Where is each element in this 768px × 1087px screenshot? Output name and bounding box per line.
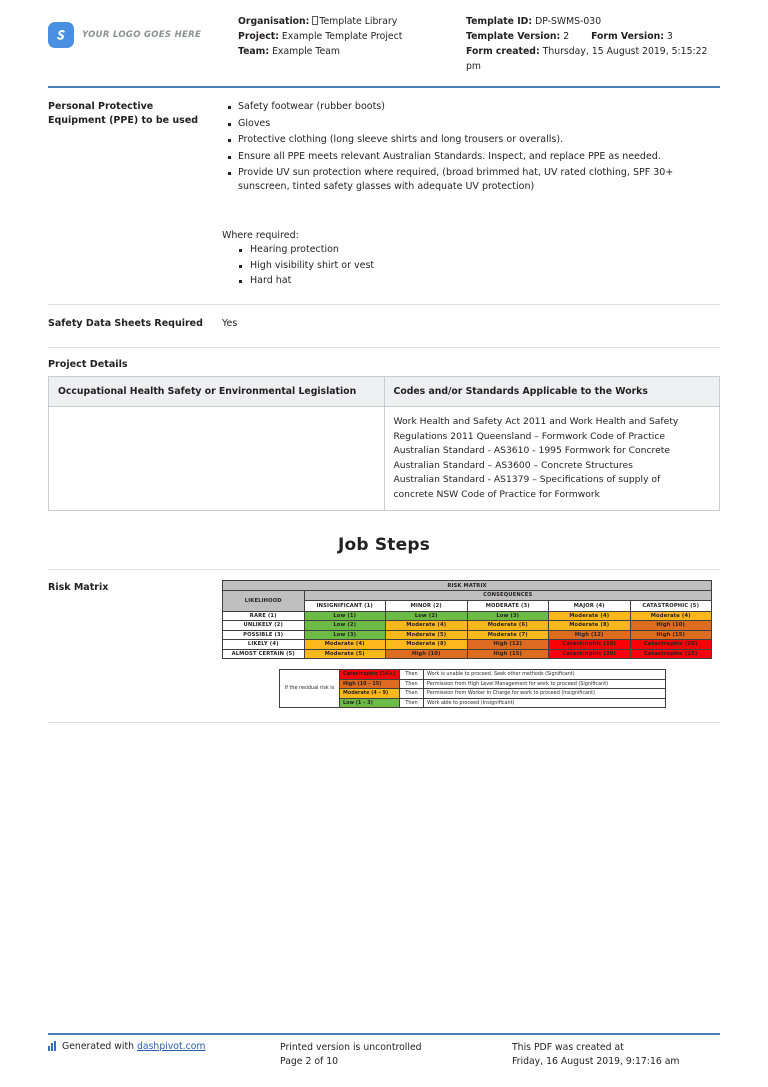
ppe-label: Personal Protective Equipment (PPE) to be used	[48, 101, 199, 127]
list-item: Hard hat	[250, 274, 720, 288]
likelihood-likely: LIKELY (4)	[223, 640, 305, 650]
risk-matrix-table	[222, 580, 712, 659]
table-header-row	[49, 377, 720, 407]
code-line: Australian Standard – AS3600 – Concrete Structures	[393, 459, 633, 471]
matrix-cell: High (10)	[630, 621, 712, 631]
footer-generated	[48, 1041, 280, 1069]
ppe-value	[222, 100, 720, 289]
team-value: Example Team	[272, 46, 340, 58]
cell-codes	[384, 407, 720, 511]
s-logo-icon	[48, 22, 74, 48]
team-line	[238, 44, 466, 59]
document-header	[0, 0, 768, 74]
list-item: Hearing protection	[250, 243, 720, 257]
legend-band: High (10 – 15)	[340, 679, 400, 688]
list-item: Gloves	[238, 117, 720, 131]
matrix-row	[223, 640, 712, 650]
missing-glyph-icon	[312, 16, 318, 25]
column-header-legislation: Occupational Health Safety or Environmental Legislation	[49, 377, 385, 407]
matrix-cell: Moderate (7)	[467, 630, 549, 640]
list-item: Safety footwear (rubber boots)	[238, 100, 720, 114]
project-details-table-wrap	[0, 376, 768, 511]
logo-block	[48, 14, 238, 48]
code-line: Australian Standard - AS1379 – Specifications of supply of	[393, 474, 661, 486]
risk-matrix-label: Risk Matrix	[48, 582, 109, 594]
legend-action: Work able to proceed (Insignificant)	[424, 698, 666, 707]
matrix-title-row	[223, 581, 712, 591]
legend-band: Moderate (4 – 9)	[340, 689, 400, 698]
where-required-label: Where required:	[222, 229, 299, 241]
legend-then: Then	[400, 698, 424, 707]
table-row	[49, 407, 720, 511]
residual-legend-wrap	[222, 659, 720, 708]
created-label: This PDF was created at	[512, 1042, 624, 1054]
matrix-cell: Catastrophic (20)	[630, 640, 712, 650]
form-version-label: Form Version:	[591, 31, 664, 43]
likelihood-possible: POSSIBLE (3)	[223, 630, 305, 640]
matrix-row	[223, 611, 712, 621]
matrix-cell: High (12)	[467, 640, 549, 650]
template-version-value: 2	[563, 31, 570, 43]
document-footer	[48, 1041, 720, 1069]
page-number: Page 2 of 10	[280, 1056, 339, 1068]
project-label: Project:	[238, 31, 279, 43]
matrix-cell: High (15)	[467, 649, 549, 659]
generated-prefix: Generated with	[62, 1041, 135, 1053]
matrix-cell: Low (1)	[304, 611, 386, 621]
matrix-cell: Moderate (4)	[630, 611, 712, 621]
footer-print-info	[280, 1041, 512, 1069]
consequence-col-3: MODERATE (3)	[467, 600, 549, 611]
matrix-cell: High (10)	[386, 649, 468, 659]
organisation-value: Template Library	[319, 16, 398, 27]
job-steps-heading: Job Steps	[337, 535, 431, 556]
template-id-label: Template ID:	[466, 16, 533, 27]
form-created-value: Thursday, 15 August 2019, 5:15:22 pm	[466, 46, 708, 73]
matrix-row	[223, 621, 712, 631]
risk-matrix-body	[222, 580, 720, 708]
sds-row	[0, 305, 768, 331]
bar-chart-icon	[48, 1041, 56, 1051]
created-value: Friday, 16 August 2019, 9:17:16 am	[512, 1056, 680, 1068]
ppe-row	[0, 88, 768, 289]
matrix-cell: Low (2)	[386, 611, 468, 621]
matrix-cell: Moderate (8)	[549, 621, 631, 631]
legend-action: Permission from High Level Management for work to proceed (Significant)	[424, 679, 666, 688]
section-divider-4	[48, 722, 720, 723]
form-version-value: 3	[666, 31, 673, 43]
code-line: Australian Standard - AS3610 - 1995 Formwork for Concrete	[393, 445, 671, 457]
matrix-cell: High (12)	[549, 630, 631, 640]
matrix-cell: Moderate (8)	[386, 640, 468, 650]
footer-created-info	[512, 1041, 720, 1069]
project-line	[238, 29, 466, 44]
consequence-col-2: MINOR (2)	[386, 600, 468, 611]
sds-label: Safety Data Sheets Required	[48, 317, 203, 329]
template-version-label: Template Version:	[466, 31, 561, 43]
organisation-label: Organisation:	[238, 16, 310, 27]
list-item: Provide UV sun protection where required, (broad brimmed hat, UV rated clothing, SPF 30+ sunscreen, tinted safety glasses with adequate UV protection)	[238, 166, 720, 195]
matrix-cell: Moderate (6)	[467, 621, 549, 631]
legend-action: Permission from Worker In Charge for work to proceed (Insignificant)	[424, 689, 666, 698]
matrix-cell: Low (2)	[304, 621, 386, 631]
matrix-cell: Catastrophic (25)	[630, 649, 712, 659]
matrix-cell: Catastrophic (16)	[549, 640, 631, 650]
cell-legislation	[49, 407, 385, 511]
legend-then: Then	[400, 670, 424, 679]
residual-risk-legend	[279, 669, 666, 708]
likelihood-almost-certain: ALMOST CERTAIN (5)	[223, 649, 305, 659]
project-details-title: Project Details	[48, 359, 128, 370]
legend-then: Then	[400, 689, 424, 698]
project-details-table	[48, 376, 720, 511]
version-line	[466, 29, 720, 44]
matrix-cell: Catastrophic (20)	[549, 649, 631, 659]
likelihood-header: LIKELIHOOD	[223, 591, 305, 612]
likelihood-unlikely: UNLIKELY (2)	[223, 621, 305, 631]
code-line: concrete NSW Code of Practice for Formwork	[393, 488, 600, 500]
header-right-column	[466, 14, 720, 74]
dashpivot-link[interactable]: dashpivot.com	[136, 1041, 206, 1053]
legend-if-label: If the residual risk is	[280, 670, 340, 708]
likelihood-rare: RARE (1)	[223, 611, 305, 621]
matrix-cell: High (15)	[630, 630, 712, 640]
list-item: Ensure all PPE meets relevant Australian Standards. Inspect, and replace PPE as needed.	[238, 150, 720, 164]
matrix-cell: Moderate (4)	[386, 621, 468, 631]
matrix-cell: Low (3)	[467, 611, 549, 621]
consequence-col-4: MAJOR (4)	[549, 600, 631, 611]
code-line: Work Health and Safety Act 2011 and Work Health and Safety	[393, 416, 679, 428]
where-required-list	[222, 243, 720, 288]
sds-value: Yes	[222, 317, 238, 329]
legend-row	[280, 670, 666, 679]
matrix-cell: Moderate (5)	[386, 630, 468, 640]
matrix-row	[223, 630, 712, 640]
column-header-codes: Codes and/or Standards Applicable to the Works	[384, 377, 720, 407]
legend-band: Low (1 – 3)	[340, 698, 400, 707]
matrix-cell: Moderate (5)	[304, 649, 386, 659]
template-id-value: DP-SWMS-030	[535, 16, 602, 27]
legend-then: Then	[400, 679, 424, 688]
generated-text	[62, 1041, 205, 1052]
matrix-title: RISK MATRIX	[223, 581, 712, 591]
template-id-line	[466, 14, 720, 29]
code-line: Regulations 2011 Queensland – Formwork Code of Practice	[393, 430, 666, 442]
matrix-cell: Low (3)	[304, 630, 386, 640]
risk-matrix-row	[0, 570, 768, 708]
uncontrolled-text: Printed version is uncontrolled	[280, 1042, 422, 1054]
organisation-line	[238, 14, 466, 29]
logo-text: YOUR LOGO GOES HERE	[82, 30, 202, 40]
header-left-column	[238, 14, 466, 59]
matrix-row	[223, 649, 712, 659]
project-value: Example Template Project	[281, 31, 403, 43]
matrix-header-row	[223, 591, 712, 601]
matrix-cell: Moderate (4)	[304, 640, 386, 650]
legend-band: Catastrophic (16+)	[340, 670, 400, 679]
list-item: High visibility shirt or vest	[250, 259, 720, 273]
consequences-header: CONSEQUENCES	[304, 591, 712, 601]
matrix-cell: Moderate (4)	[549, 611, 631, 621]
footer-divider	[48, 1033, 720, 1035]
team-label: Team:	[238, 46, 270, 58]
form-created-line	[466, 44, 720, 74]
form-created-label: Form created:	[466, 46, 540, 58]
consequence-col-5: CATASTROPHIC (5)	[630, 600, 712, 611]
ppe-list	[222, 100, 720, 195]
legend-action: Work is unable to proceed. Seek other methods (Significant)	[424, 670, 666, 679]
list-item: Protective clothing (long sleeve shirts and long trousers or overalls).	[238, 133, 720, 147]
consequence-col-1: INSIGNIFICANT (1)	[304, 600, 386, 611]
